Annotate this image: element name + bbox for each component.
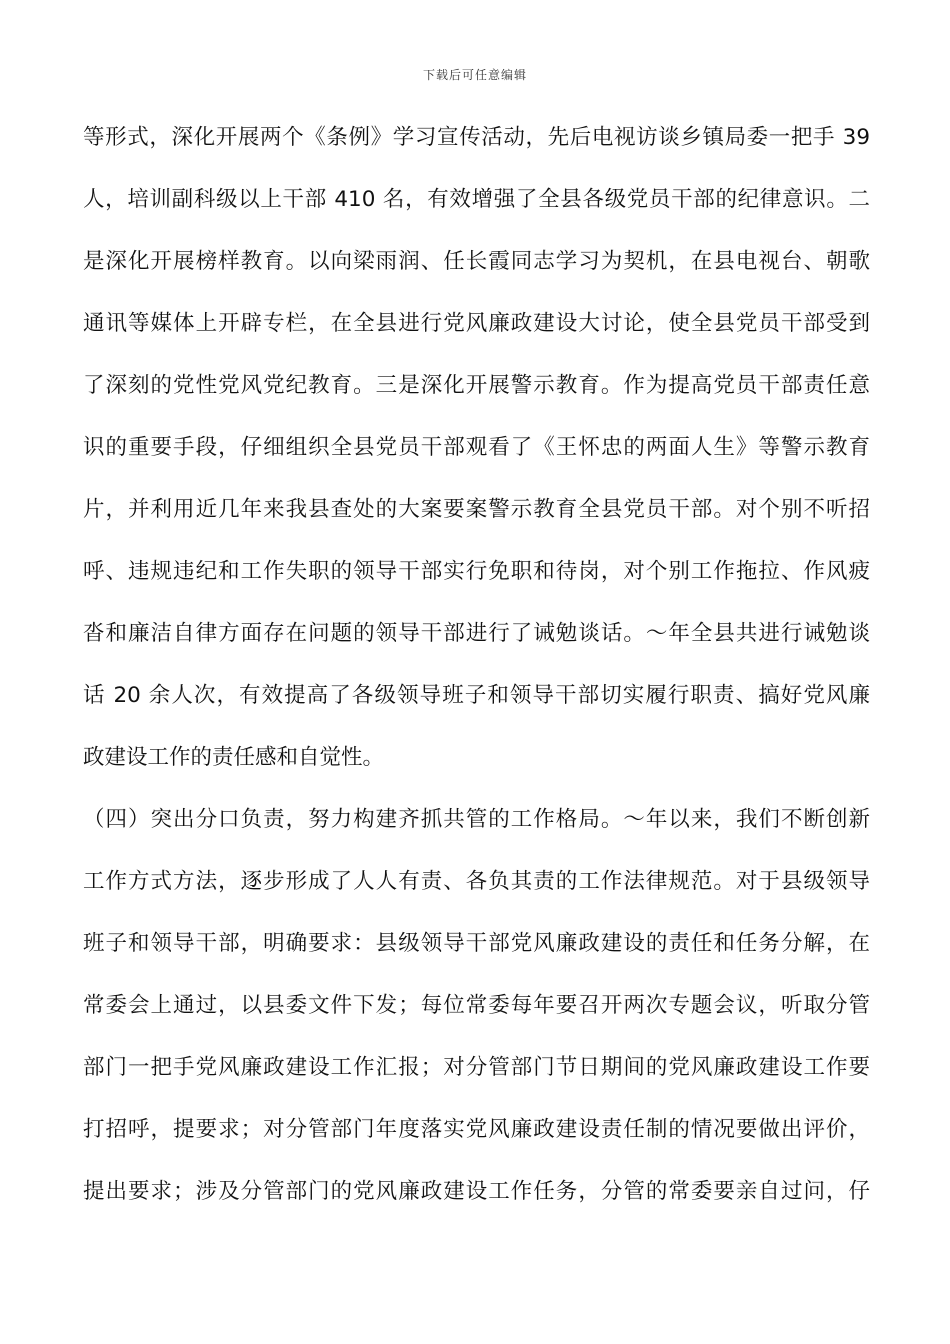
text-line: 政建设工作的责任感和自觉性。 — [83, 745, 385, 770]
body-text — [83, 120, 870, 1236]
text-line: 通讯等媒体上开辟专栏，在全县进行党风廉政建设大讨论，使全县党员干部受到 — [83, 311, 870, 336]
text-line: 识的重要手段，仔细组织全县党员干部观看了《王怀忠的两面人生》等警示教育 — [83, 435, 870, 460]
text-line: 沓和廉洁自律方面存在问题的领导干部进行了诫勉谈话。～年全县共进行诫勉谈 — [83, 621, 870, 646]
text-line: 班子和领导干部，明确要求：县级领导干部党风廉政建设的责任和任务分解，在 — [83, 931, 870, 956]
text-line: 人，培训副科级以上干部 410 名，有效增强了全县各级党员干部的纪律意识。二 — [83, 187, 870, 212]
text-line: （四）突出分口负责，努力构建齐抓共管的工作格局。～年以来，我们不断创新 — [83, 807, 870, 832]
text-line: 部门一把手党风廉政建设工作汇报；对分管部门节日期间的党风廉政建设工作要 — [83, 1055, 870, 1080]
text-line: 打招呼，提要求；对分管部门年度落实党风廉政建设责任制的情况要做出评价， — [83, 1117, 870, 1142]
text-line: 呼、违规违纪和工作失职的领导干部实行免职和待岗，对个别工作拖拉、作风疲 — [83, 559, 870, 584]
text-line: 等形式，深化开展两个《条例》学习宣传活动，先后电视访谈乡镇局委一把手 39 — [83, 125, 870, 150]
text-line: 工作方式方法，逐步形成了人人有责、各负其责的工作法律规范。对于县级领导 — [83, 869, 870, 894]
text-line: 常委会上通过，以县委文件下发；每位常委每年要召开两次专题会议，听取分管 — [83, 993, 870, 1018]
text-line: 片，并利用近几年来我县查处的大案要案警示教育全县党员干部。对个别不听招 — [83, 497, 870, 522]
text-line: 提出要求；涉及分管部门的党风廉政建设工作任务，分管的常委要亲自过问，仔 — [83, 1179, 870, 1204]
text-line: 话 20 余人次，有效提高了各级领导班子和领导干部切实履行职责、搞好党风廉 — [83, 683, 870, 708]
page-header: 下载后可任意编辑 — [422, 68, 527, 82]
text-line: 是深化开展榜样教育。以向梁雨润、任长霞同志学习为契机，在县电视台、朝歌 — [83, 249, 870, 274]
text-line: 了深刻的党性党风党纪教育。三是深化开展警示教育。作为提高党员干部责任意 — [83, 373, 870, 398]
